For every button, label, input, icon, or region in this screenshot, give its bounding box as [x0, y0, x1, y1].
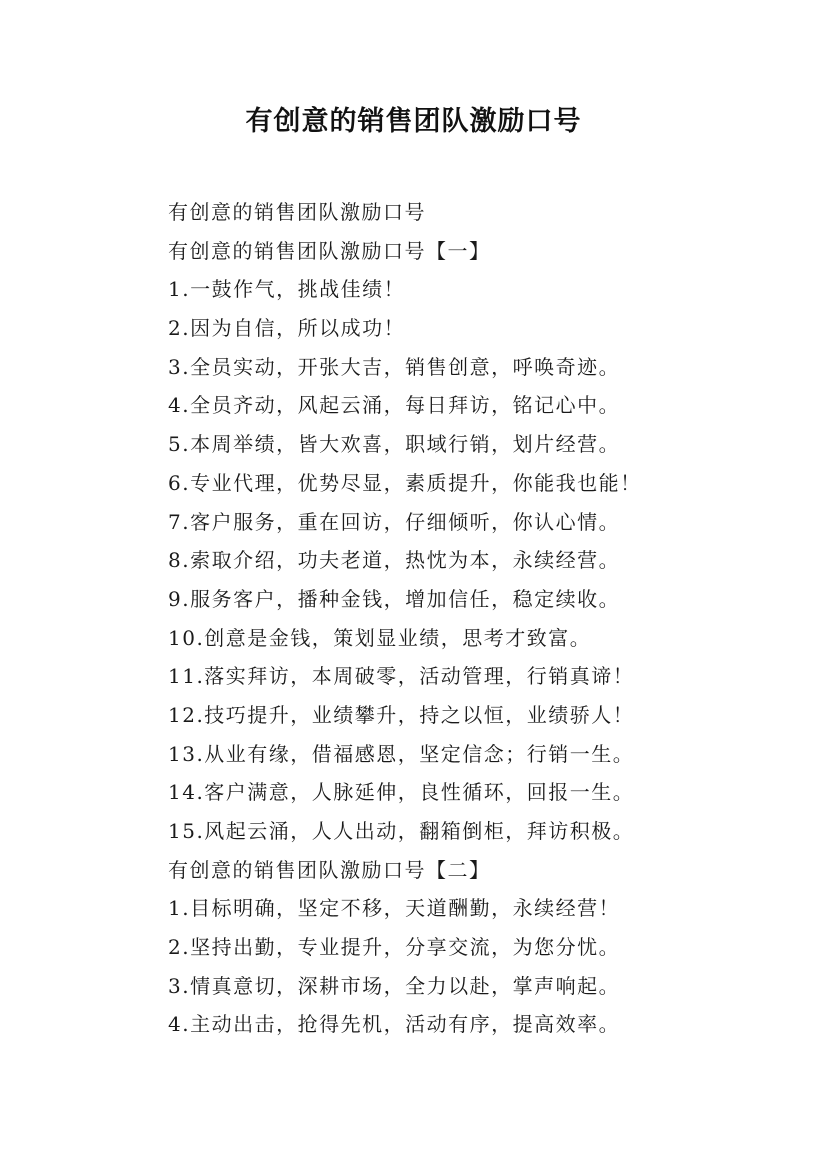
section-heading: 有创意的销售团队激励口号【一】 — [168, 238, 491, 263]
slogan-line: 8.索取介绍，功夫老道，热忱为本，永续经营。 — [168, 548, 621, 573]
slogan-line: 6.专业代理，优势尽显，素质提升，你能我也能！ — [168, 470, 642, 495]
slogan-line: 1.一鼓作气，挑战佳绩！ — [168, 277, 406, 302]
slogan-line: 2.坚持出勤，专业提升，分享交流，为您分忧。 — [168, 935, 621, 960]
slogan-line: 7.客户服务，重在回访，仔细倾听，你认心情。 — [168, 509, 621, 534]
document-title: 有创意的销售团队激励口号 — [245, 106, 582, 137]
slogan-line: 14.客户满意，人脉延伸，良性循环，回报一生。 — [168, 780, 635, 805]
slogan-line: 13.从业有缘，借福感恩，坚定信念；行销一生。 — [168, 741, 635, 766]
slogan-line: 1.目标明确，坚定不移，天道酬勤，永续经营！ — [168, 896, 621, 921]
slogan-line: 4.全员齐动，风起云涌，每日拜访，铭记心中。 — [168, 393, 621, 418]
document-body — [168, 197, 808, 1048]
slogan-line: 9.服务客户，播种金钱，增加信任，稳定续收。 — [168, 586, 621, 611]
slogan-line: 3.情真意切，深耕市场，全力以赴，掌声响起。 — [168, 973, 621, 998]
slogan-line: 10.创意是金钱，策划显业绩，思考才致富。 — [168, 625, 592, 650]
slogan-line: 5.本周举绩，皆大欢喜，职域行销，划片经营。 — [168, 432, 621, 457]
slogan-line: 2.因为自信，所以成功！ — [168, 316, 406, 341]
section-heading: 有创意的销售团队激励口号【二】 — [168, 857, 491, 882]
slogan-line: 12.技巧提升，业绩攀升，持之以恒，业绩骄人！ — [168, 702, 635, 727]
slogan-line: 3.全员实动，开张大吉，销售创意，呼唤奇迹。 — [168, 354, 621, 379]
slogan-line: 4.主动出击，抢得先机，活动有序，提高效率。 — [168, 1012, 621, 1037]
slogan-line: 15.风起云涌，人人出动，翻箱倒柜，拜访积极。 — [168, 819, 635, 843]
text-line: 有创意的销售团队激励口号 — [168, 200, 426, 224]
slogan-line: 11.落实拜访，本周破零，活动管理，行销真谛！ — [168, 664, 635, 689]
